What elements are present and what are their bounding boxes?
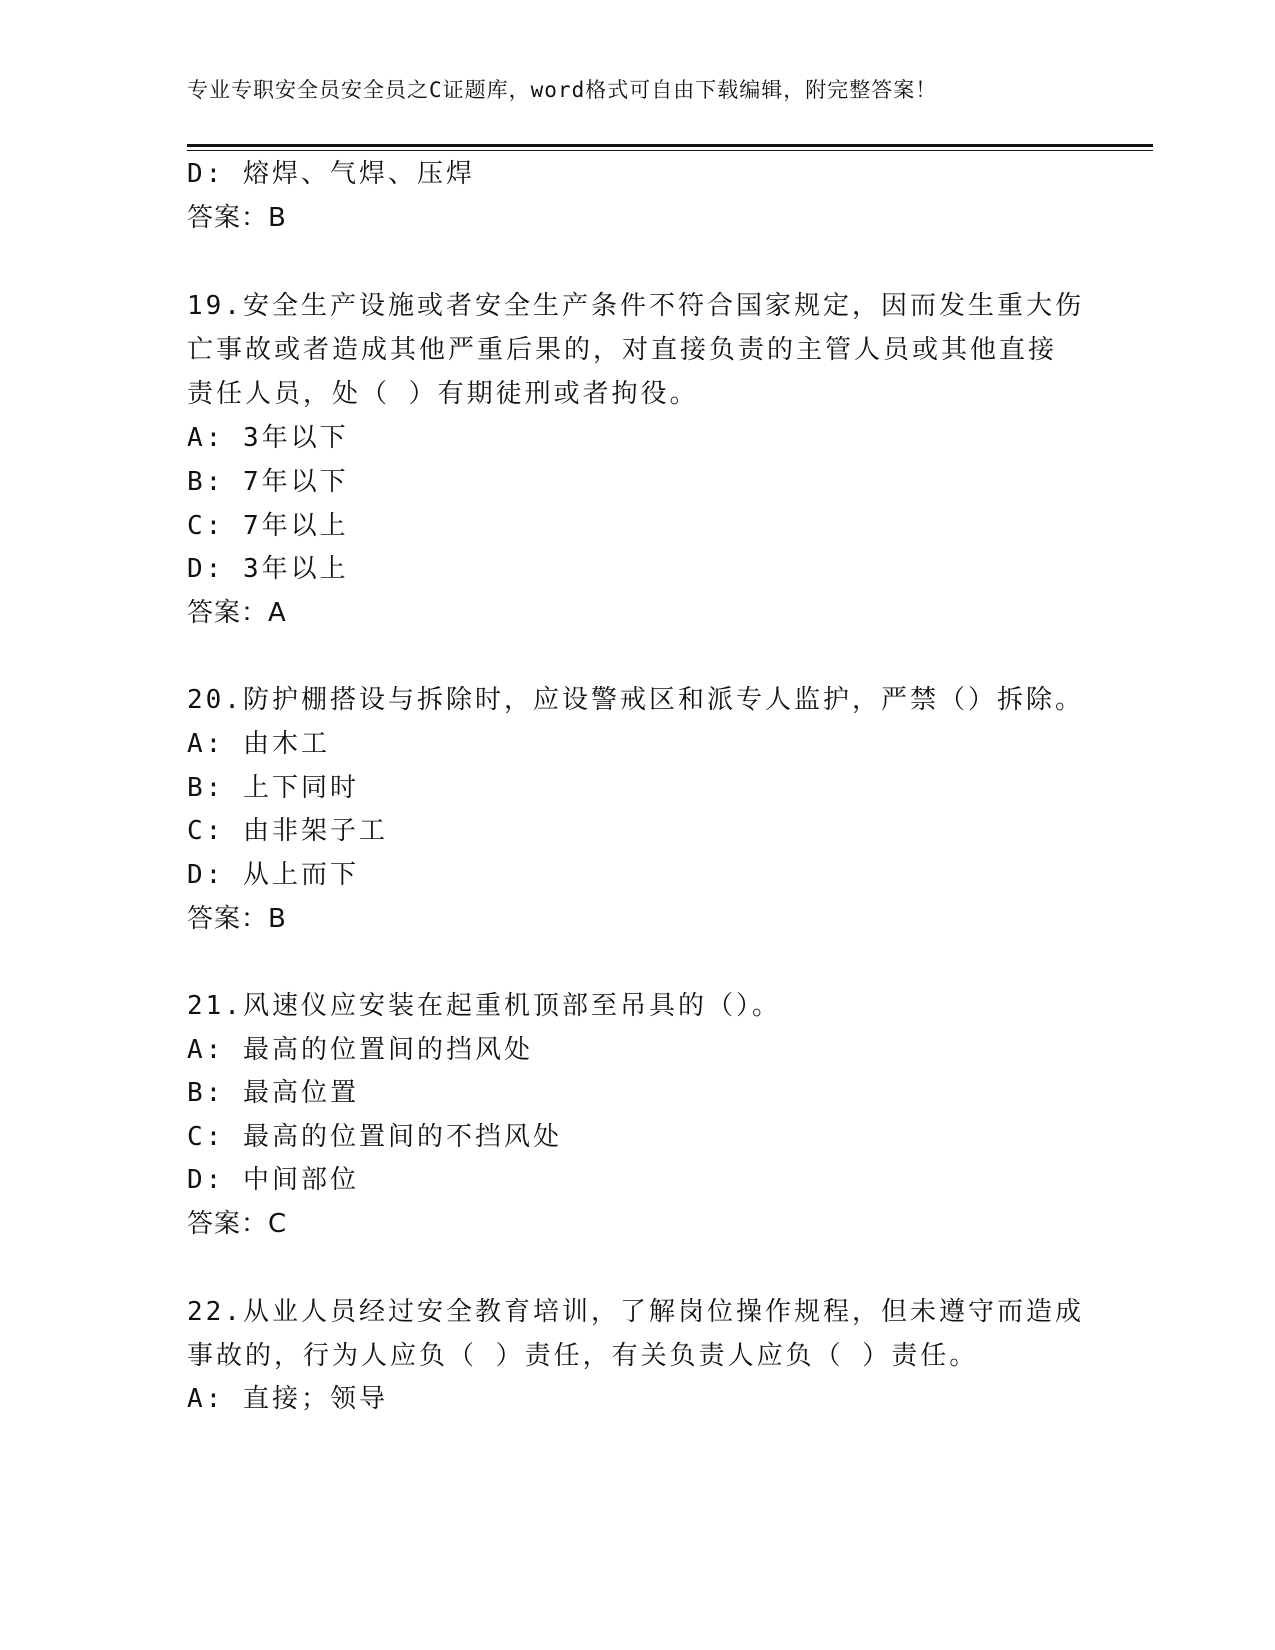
q19-option-d: D: 3年以上 — [187, 554, 349, 584]
q21-option-b: B: 最高位置 — [187, 1078, 359, 1108]
q20-option-c: C: 由非架子工 — [187, 816, 388, 846]
prev-answer: 答案：B — [187, 203, 287, 233]
q19-option-c: C: 7年以上 — [187, 511, 349, 541]
q20-option-a: A: 由木工 — [187, 729, 330, 759]
q21-option-c: C: 最高的位置间的不挡风处 — [187, 1122, 562, 1152]
prev-option-d: D: 熔焊、气焊、压焊 — [187, 159, 475, 189]
q19-option-b: B: 7年以下 — [187, 467, 349, 497]
q19-text-line3: 责任人员，处（ ）有期徒刑或者拘役。 — [187, 379, 699, 409]
q21-text-line1: 21.风速仪应安装在起重机顶部至吊具的（）。 — [187, 991, 781, 1021]
q19-text-line1: 19.安全生产设施或者安全生产条件不符合国家规定，因而发生重大伤 — [187, 291, 1084, 321]
q21-option-a: A: 最高的位置间的挡风处 — [187, 1035, 533, 1065]
q19-answer: 答案：A — [187, 598, 287, 628]
header-rule-thin — [187, 150, 1153, 151]
q20-option-d: D: 从上而下 — [187, 860, 359, 890]
q20-option-b: B: 上下同时 — [187, 773, 359, 803]
q19-option-a: A: 3年以下 — [187, 423, 349, 453]
q19-text-line2: 亡事故或者造成其他严重后果的，对直接负责的主管人员或其他直接 — [187, 335, 1058, 365]
q22-option-a: A: 直接；领导 — [187, 1384, 388, 1414]
q22-text-line1: 22.从业人员经过安全教育培训，了解岗位操作规程，但未遵守而造成 — [187, 1297, 1084, 1327]
q21-answer: 答案：C — [187, 1209, 288, 1239]
q20-text-line1: 20.防护棚搭设与拆除时，应设警戒区和派专人监护，严禁（）拆除。 — [187, 685, 1084, 715]
q22-text-line2: 事故的，行为人应负（ ）责任，有关负责人应负（ ）责任。 — [187, 1341, 979, 1371]
header-rule-thick — [187, 144, 1153, 147]
q21-option-d: D: 中间部位 — [187, 1165, 359, 1195]
page-header: 专业专职安全员安全员之C证题库，word格式可自由下载编辑，附完整答案！ — [187, 78, 938, 102]
q20-answer: 答案：B — [187, 904, 287, 934]
